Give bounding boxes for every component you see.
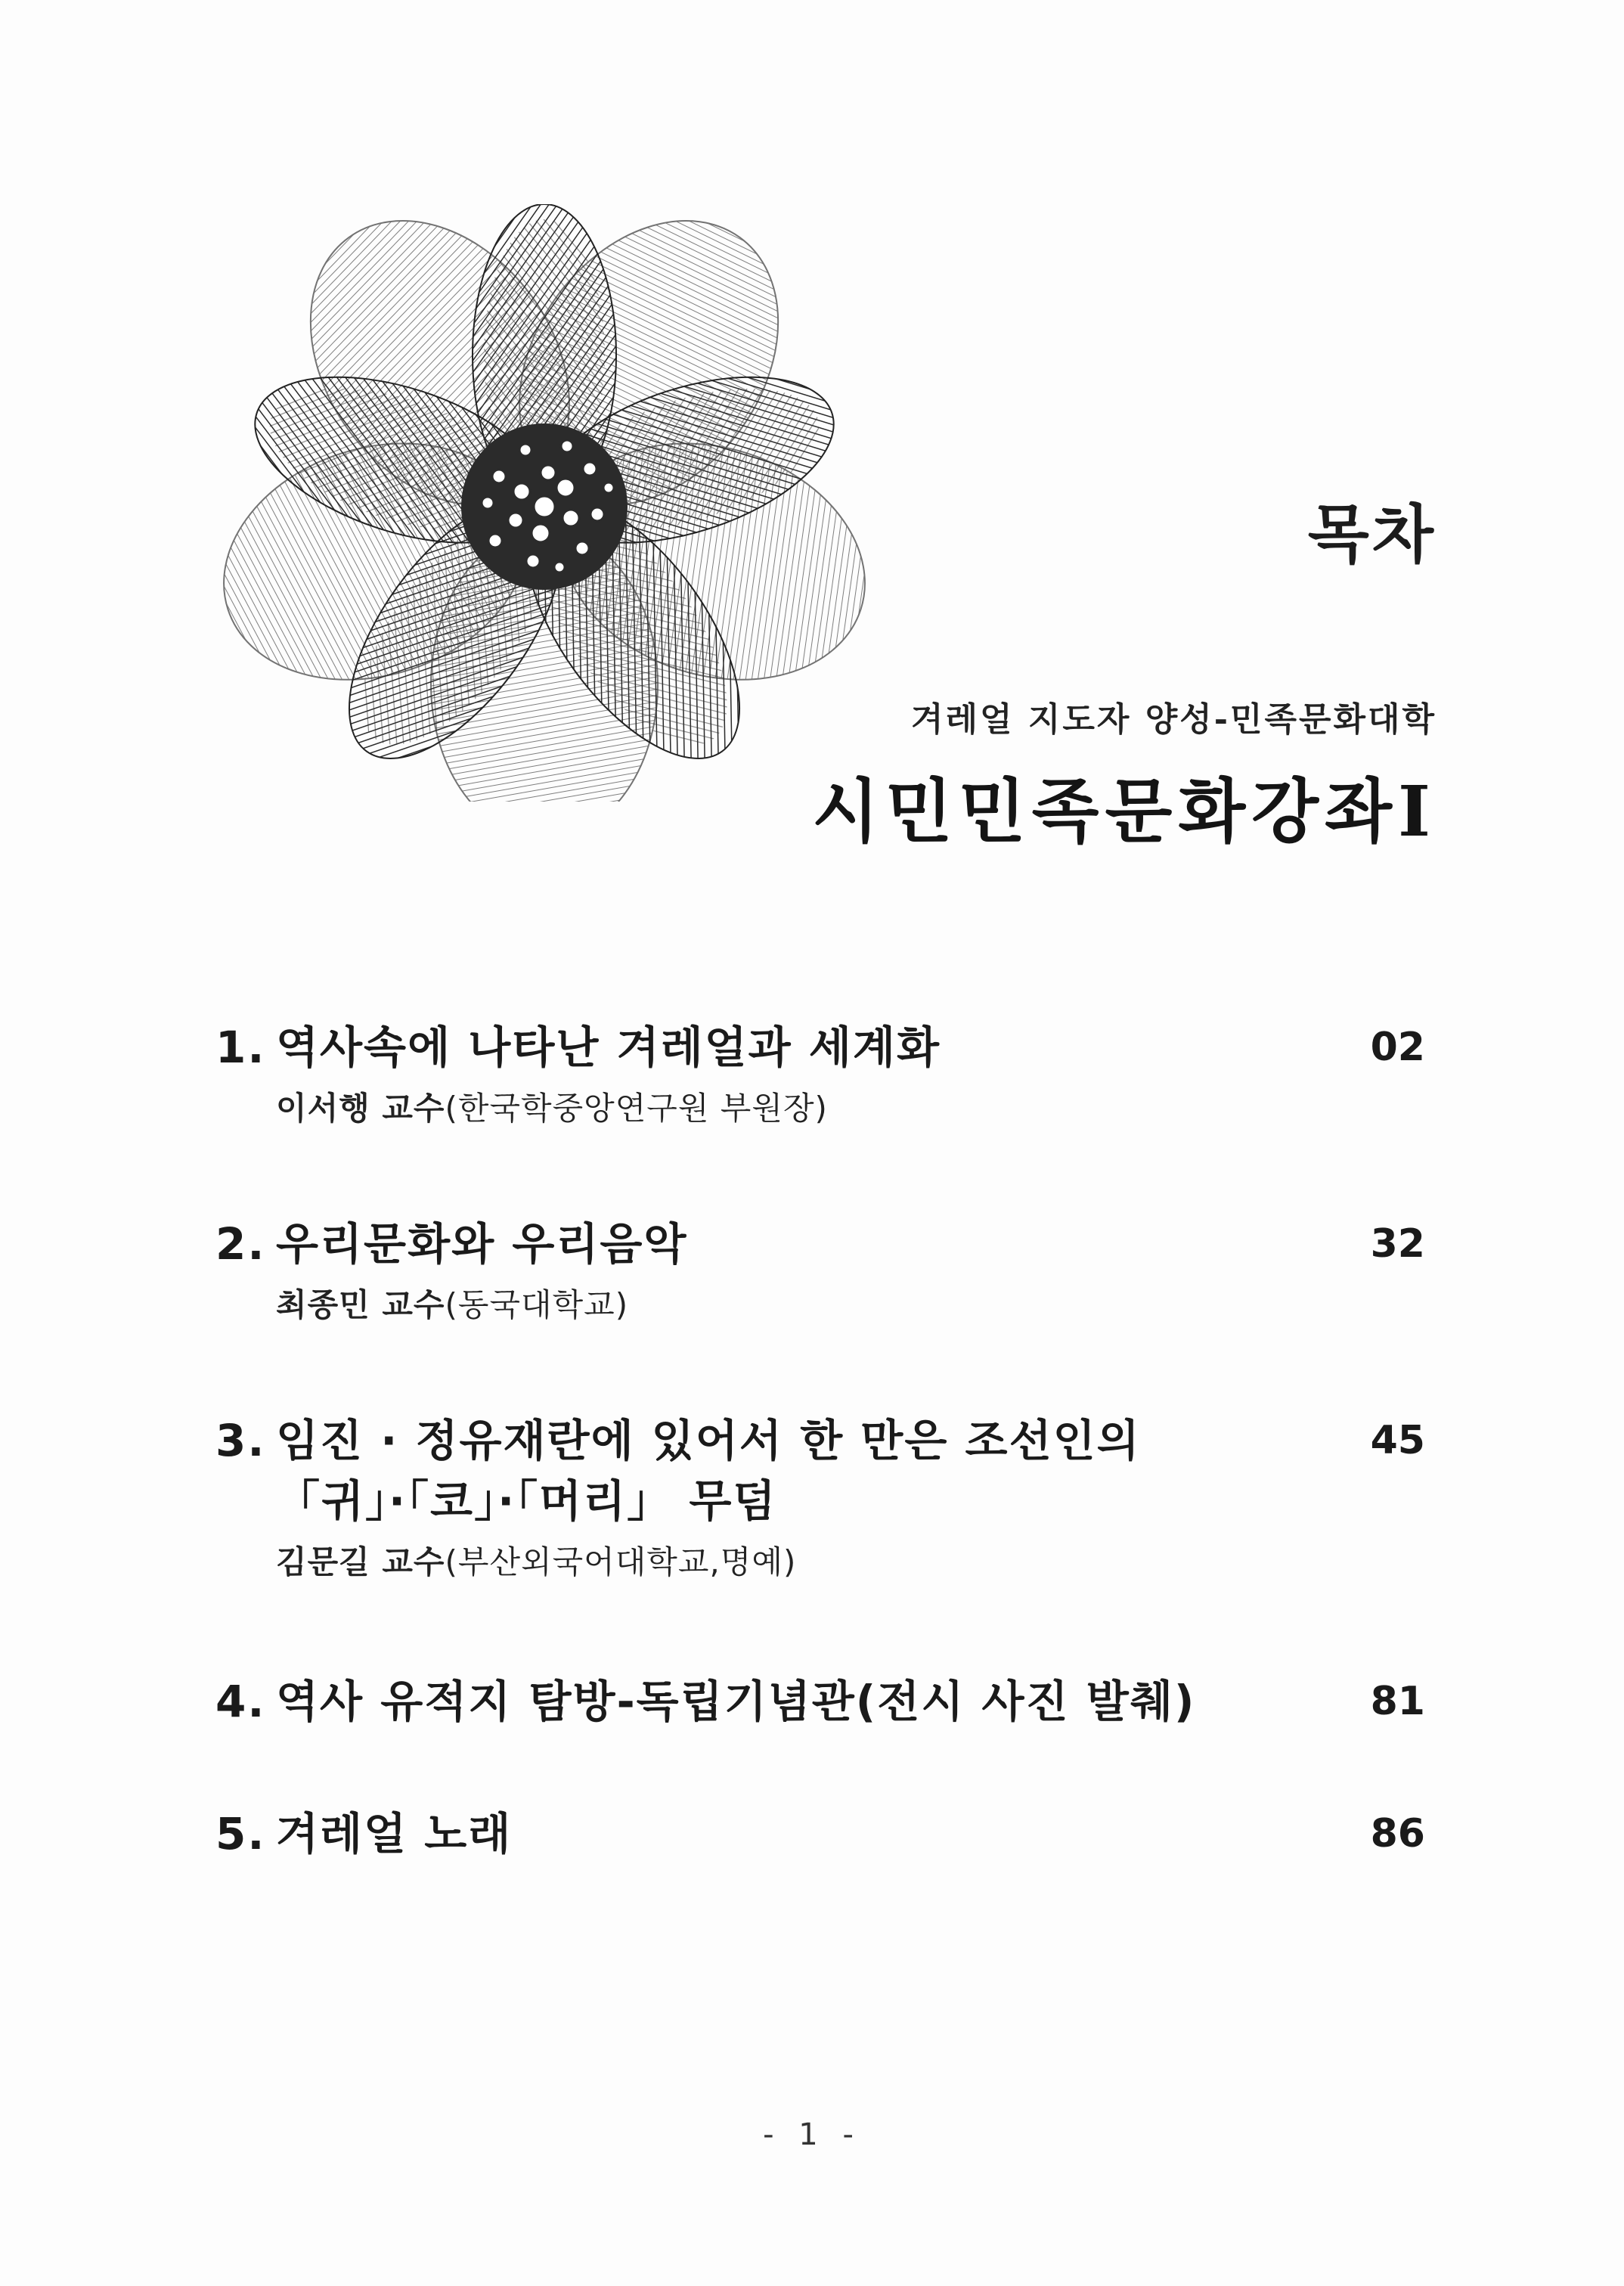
author-name: 김문길 교수 (276, 1543, 445, 1580)
entry-page-number: 45 (1370, 1418, 1425, 1463)
entry-number: 5. (215, 1808, 266, 1860)
course-subtitle: 겨레얼 지도자 양성-민족문화대학 (911, 700, 1436, 739)
toc-entry[interactable] (215, 1410, 1425, 1587)
entry-page-number: 02 (1370, 1025, 1425, 1070)
entry-number: 4. (215, 1676, 266, 1727)
toc-entry[interactable] (215, 1804, 1425, 1864)
entry-author (215, 1537, 1425, 1587)
entry-page-number: 86 (1370, 1811, 1425, 1856)
entry-author (215, 1280, 1425, 1330)
entry-title (215, 1804, 1425, 1864)
entry-title (215, 1214, 1425, 1274)
entry-title-text: 역사속에 나타난 겨레얼과 세계화 (276, 1022, 941, 1073)
entry-number: 1. (215, 1022, 266, 1073)
author-affiliation: (동국대학교) (445, 1286, 629, 1323)
entry-author (215, 1084, 1425, 1134)
entry-number: 3. (215, 1415, 266, 1466)
entry-number: 2. (215, 1218, 266, 1270)
footer-page-number: - 1 - (763, 2117, 861, 2152)
entry-title (215, 1671, 1425, 1732)
entry-title-text: 겨레얼 노래 (276, 1808, 513, 1860)
entry-title (215, 1410, 1425, 1471)
entry-title-text: 역사 유적지 탐방-독립기념관(전시 사진 발췌) (276, 1676, 1196, 1727)
toc-entry[interactable] (215, 1214, 1425, 1330)
toc-heading: 목차 (1307, 498, 1436, 572)
toc-entry[interactable] (215, 1671, 1425, 1732)
author-name: 이서행 교수 (276, 1090, 445, 1127)
flower-illustration (219, 204, 869, 802)
entry-title-text: 우리문화와 우리음악 (276, 1218, 688, 1270)
entry-page-number: 32 (1370, 1221, 1425, 1267)
course-title: 시민민족문화강좌Ⅰ (811, 771, 1436, 852)
author-name: 최종민 교수 (276, 1286, 445, 1323)
author-affiliation: (부산외국어대학교,명예) (445, 1543, 797, 1580)
entry-title (215, 1017, 1425, 1078)
toc-entry[interactable] (215, 1017, 1425, 1134)
entry-title-text: 임진 · 정유재란에 있어서 한 만은 조선인의 (276, 1415, 1141, 1466)
entry-title-continued: 「귀」·「코」·「머리」 무덤 (276, 1475, 777, 1527)
entry-page-number: 81 (1370, 1679, 1425, 1724)
author-affiliation: (한국학중앙연구원 부원장) (445, 1090, 828, 1127)
